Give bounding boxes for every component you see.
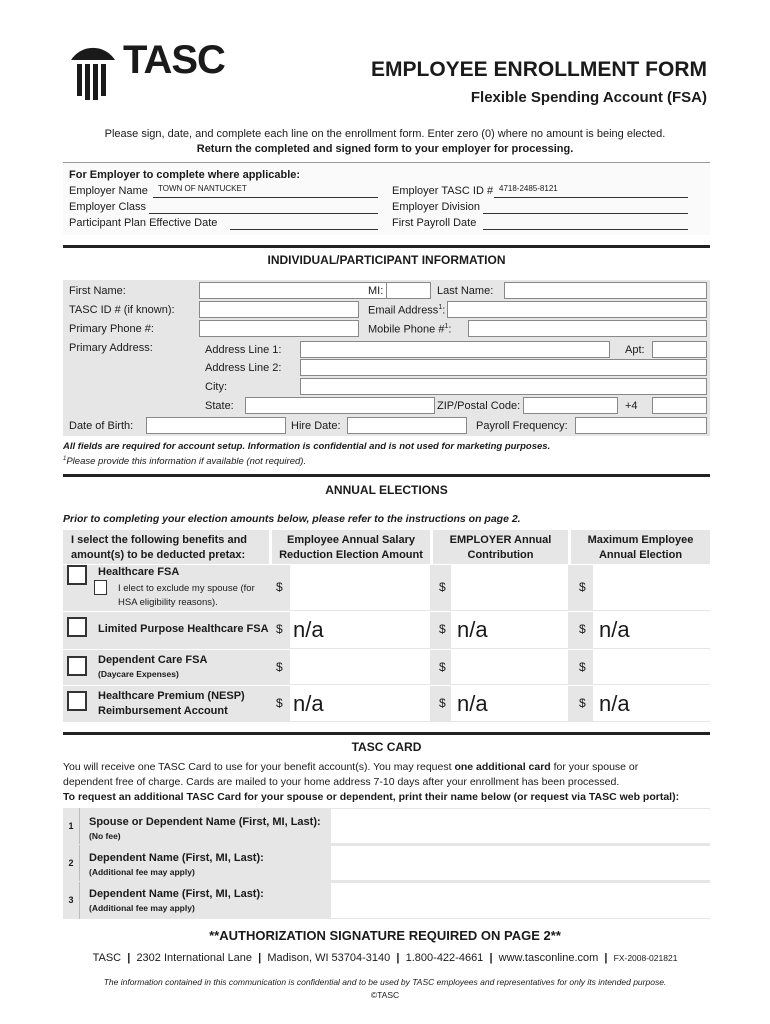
healthcare-max-input[interactable] [593, 565, 710, 610]
state-label: State: [205, 400, 234, 412]
dependent-max-input[interactable] [593, 650, 710, 684]
card-row-number: 1 [63, 808, 80, 844]
hire-date-label: Hire Date: [291, 420, 341, 432]
elections-col-2-header: Employee Annual Salary Reduction Election Amount [272, 530, 430, 564]
dollar-sign: $ [579, 622, 586, 636]
first-payroll-date-label: First Payroll Date [392, 217, 477, 229]
city-input[interactable] [300, 378, 707, 395]
dependent-salary-input[interactable] [290, 650, 430, 684]
card-row-number: 3 [63, 882, 80, 919]
dob-label: Date of Birth: [69, 420, 134, 432]
dollar-sign: $ [276, 622, 283, 636]
dollar-sign: $ [579, 580, 586, 594]
zip-input[interactable] [523, 397, 618, 414]
payroll-frequency-input[interactable] [575, 417, 707, 434]
confidentiality-notice: The information contained in this communication is confidential and to be used by TASC employees and representatives for only its intended purpose. [103, 977, 667, 987]
first-payroll-date-field[interactable] [483, 229, 688, 230]
elections-table [63, 530, 710, 720]
nesp-salary-value: n/a [293, 691, 324, 716]
limited-employer-value: n/a [457, 617, 488, 642]
elections-heading: ANNUAL ELECTIONS [325, 483, 448, 497]
card-row-note: (No fee) [89, 831, 121, 841]
tasc-id-label: TASC ID # (if known): [69, 304, 175, 316]
tasc-logo-icon [63, 38, 123, 102]
dollar-sign: $ [276, 580, 283, 594]
logo-wordmark: TASC [123, 38, 225, 82]
dollar-sign: $ [276, 696, 283, 710]
state-input[interactable] [245, 397, 435, 414]
authorization-notice: **AUTHORIZATION SIGNATURE REQUIRED ON PAGE 2** [209, 928, 561, 943]
limited-max-value: n/a [599, 617, 630, 642]
participant-rule [63, 245, 710, 248]
limited-fsa-checkbox[interactable] [67, 617, 87, 637]
dollar-sign: $ [439, 622, 446, 636]
healthcare-employer-input[interactable] [451, 565, 568, 610]
footer-address: 2302 International Lane [136, 952, 253, 964]
employer-name-field[interactable] [153, 197, 378, 198]
nesp-employer-value: n/a [457, 691, 488, 716]
healthcare-fsa-checkbox[interactable] [67, 565, 87, 585]
card-row-label: Spouse or Dependent Name (First, MI, Last): [89, 816, 321, 828]
card-row-note: (Additional fee may apply) [89, 903, 195, 913]
footer-website[interactable]: www.tasconline.com [498, 952, 599, 964]
dollar-sign: $ [439, 660, 446, 674]
form-subtitle: Flexible Spending Account (FSA) [470, 89, 707, 106]
elections-col-1-header: I select the following benefits and amount(s) to be deducted pretax: [63, 530, 269, 564]
dob-input[interactable] [146, 417, 286, 434]
mobile-phone-label: Mobile Phone #$^1$: [368, 323, 452, 336]
card-heading: TASC CARD [351, 740, 422, 754]
dollar-sign: $ [579, 696, 586, 710]
card-row-label: Dependent Name (First, MI, Last): [89, 888, 264, 900]
employer-class-label: Employer Class [69, 201, 147, 213]
footer-company: TASC [92, 952, 122, 964]
primary-phone-label: Primary Phone #: [69, 323, 154, 335]
nesp-max-value: n/a [599, 691, 630, 716]
mi-input[interactable] [386, 282, 431, 299]
first-name-label: First Name: [69, 285, 126, 297]
tasc-id-input[interactable] [199, 301, 359, 318]
participant-note-2: $^1$Please provide this information if available (not required). [63, 456, 307, 468]
card-row-number: 2 [63, 845, 80, 881]
employer-section [63, 162, 710, 235]
dollar-sign: $ [439, 696, 446, 710]
address-line-1-input[interactable] [300, 341, 610, 358]
employer-division-field[interactable] [483, 213, 688, 214]
footer-contact: TASC | 2302 International Lane | Madison, WI 53704-3140 | 1.800-422-4661 | www.tasconline.com | FX-2008-021821 [92, 952, 678, 964]
address-line-1-label: Address Line 1: [205, 344, 282, 356]
dependent-name-input-2[interactable] [331, 846, 710, 880]
email-input[interactable] [447, 301, 707, 318]
apt-label: Apt: [625, 344, 645, 356]
nesp-checkbox[interactable] [67, 691, 87, 711]
address-line-2-input[interactable] [300, 359, 707, 376]
dependent-care-label: Dependent Care FSA [98, 654, 208, 666]
dollar-sign: $ [579, 660, 586, 674]
employer-class-field[interactable] [149, 213, 378, 214]
healthcare-fsa-label: Healthcare FSA [98, 566, 180, 578]
dollar-sign: $ [439, 580, 446, 594]
card-row-note: (Additional fee may apply) [89, 867, 195, 877]
card-row-label: Dependent Name (First, MI, Last): [89, 852, 264, 864]
card-text-2: dependent free of charge. Cards are mailed to your home address 7-10 days after your enrollment has been processed. [63, 776, 620, 788]
dependent-name-input-3[interactable] [331, 883, 710, 918]
elections-intro: Prior to completing your election amounts below, please refer to the instructions on page 2. [63, 513, 521, 525]
spouse-name-input[interactable] [331, 809, 710, 843]
payroll-frequency-label: Payroll Frequency: [476, 420, 568, 432]
dependent-employer-input[interactable] [451, 650, 568, 684]
healthcare-salary-input[interactable] [290, 565, 430, 610]
employer-tasc-id-field[interactable] [494, 197, 688, 198]
exclude-spouse-label: I elect to exclude my spouse (for HSA eligibility reasons). [118, 583, 255, 608]
elections-col-3-header: EMPLOYER Annual Contribution [433, 530, 568, 564]
copyright: ©TASC [370, 990, 400, 1000]
elections-rule [63, 474, 710, 477]
address-line-2-label: Address Line 2: [205, 362, 282, 374]
mi-label: MI: [368, 285, 384, 297]
card-table [63, 808, 710, 919]
footer-phone: 1.800-422-4661 [405, 952, 484, 964]
employer-heading: For Employer to complete where applicable: [69, 169, 301, 181]
form-title: EMPLOYEE ENROLLMENT FORM [371, 58, 707, 81]
employer-tasc-id-label: Employer TASC ID # [392, 185, 494, 197]
last-name-label: Last Name: [437, 285, 494, 297]
instruction-line-2: Return the completed and signed form to your employer for processing. [196, 143, 574, 155]
employer-tasc-id-value: 4718-2485-8121 [499, 184, 558, 193]
limited-salary-value: n/a [293, 617, 324, 642]
hire-date-input[interactable] [347, 417, 467, 434]
employer-name-label: Employer Name [69, 185, 148, 197]
last-name-input[interactable] [504, 282, 707, 299]
participant-heading: INDIVIDUAL/PARTICIPANT INFORMATION [267, 253, 506, 267]
plan-effective-date-label: Participant Plan Effective Date [69, 217, 218, 229]
primary-phone-input[interactable] [199, 320, 359, 337]
email-label: Email Address$^1$: [368, 304, 446, 317]
plan-effective-date-field[interactable] [230, 229, 378, 230]
employer-name-value: TOWN OF NANTUCKET [158, 184, 247, 193]
participant-note-1: All fields are required for account setup. Information is confidential and is not used for marketing purposes. [63, 441, 551, 452]
dependent-care-sub: (Daycare Expenses) [98, 669, 179, 679]
card-text-1: You will receive one TASC Card to use for your benefit account(s). You may request one additional card for your spouse or [63, 761, 639, 773]
primary-address-label: Primary Address: [69, 342, 153, 354]
nesp-label: Healthcare Premium (NESP) Reimbursement Account [98, 690, 245, 717]
apt-input[interactable] [652, 341, 707, 358]
footer-city: Madison, WI 53704-3140 [267, 952, 391, 964]
participant-table [63, 280, 710, 436]
plus4-input[interactable] [652, 397, 707, 414]
city-label: City: [205, 381, 227, 393]
employer-division-label: Employer Division [392, 201, 481, 213]
instruction-line-1: Please sign, date, and complete each line on the enrollment form. Enter zero (0) where no amount is being elected. [104, 128, 666, 140]
footer-form-code: FX-2008-021821 [613, 953, 678, 963]
exclude-spouse-checkbox[interactable] [94, 580, 107, 595]
zip-label: ZIP/Postal Code: [437, 400, 521, 412]
dependent-care-checkbox[interactable] [67, 656, 87, 676]
elections-col-4-header: Maximum Employee Annual Election [571, 530, 710, 564]
dollar-sign: $ [276, 660, 283, 674]
tasc-logo [63, 38, 223, 104]
card-rule [63, 732, 710, 735]
limited-fsa-label: Limited Purpose Healthcare FSA [98, 623, 269, 635]
plus4-label: +4 [625, 400, 638, 412]
mobile-phone-input[interactable] [468, 320, 707, 337]
card-text-3: To request an additional TASC Card for your spouse or dependent, print their name below (or request via TASC web portal): [63, 791, 680, 803]
